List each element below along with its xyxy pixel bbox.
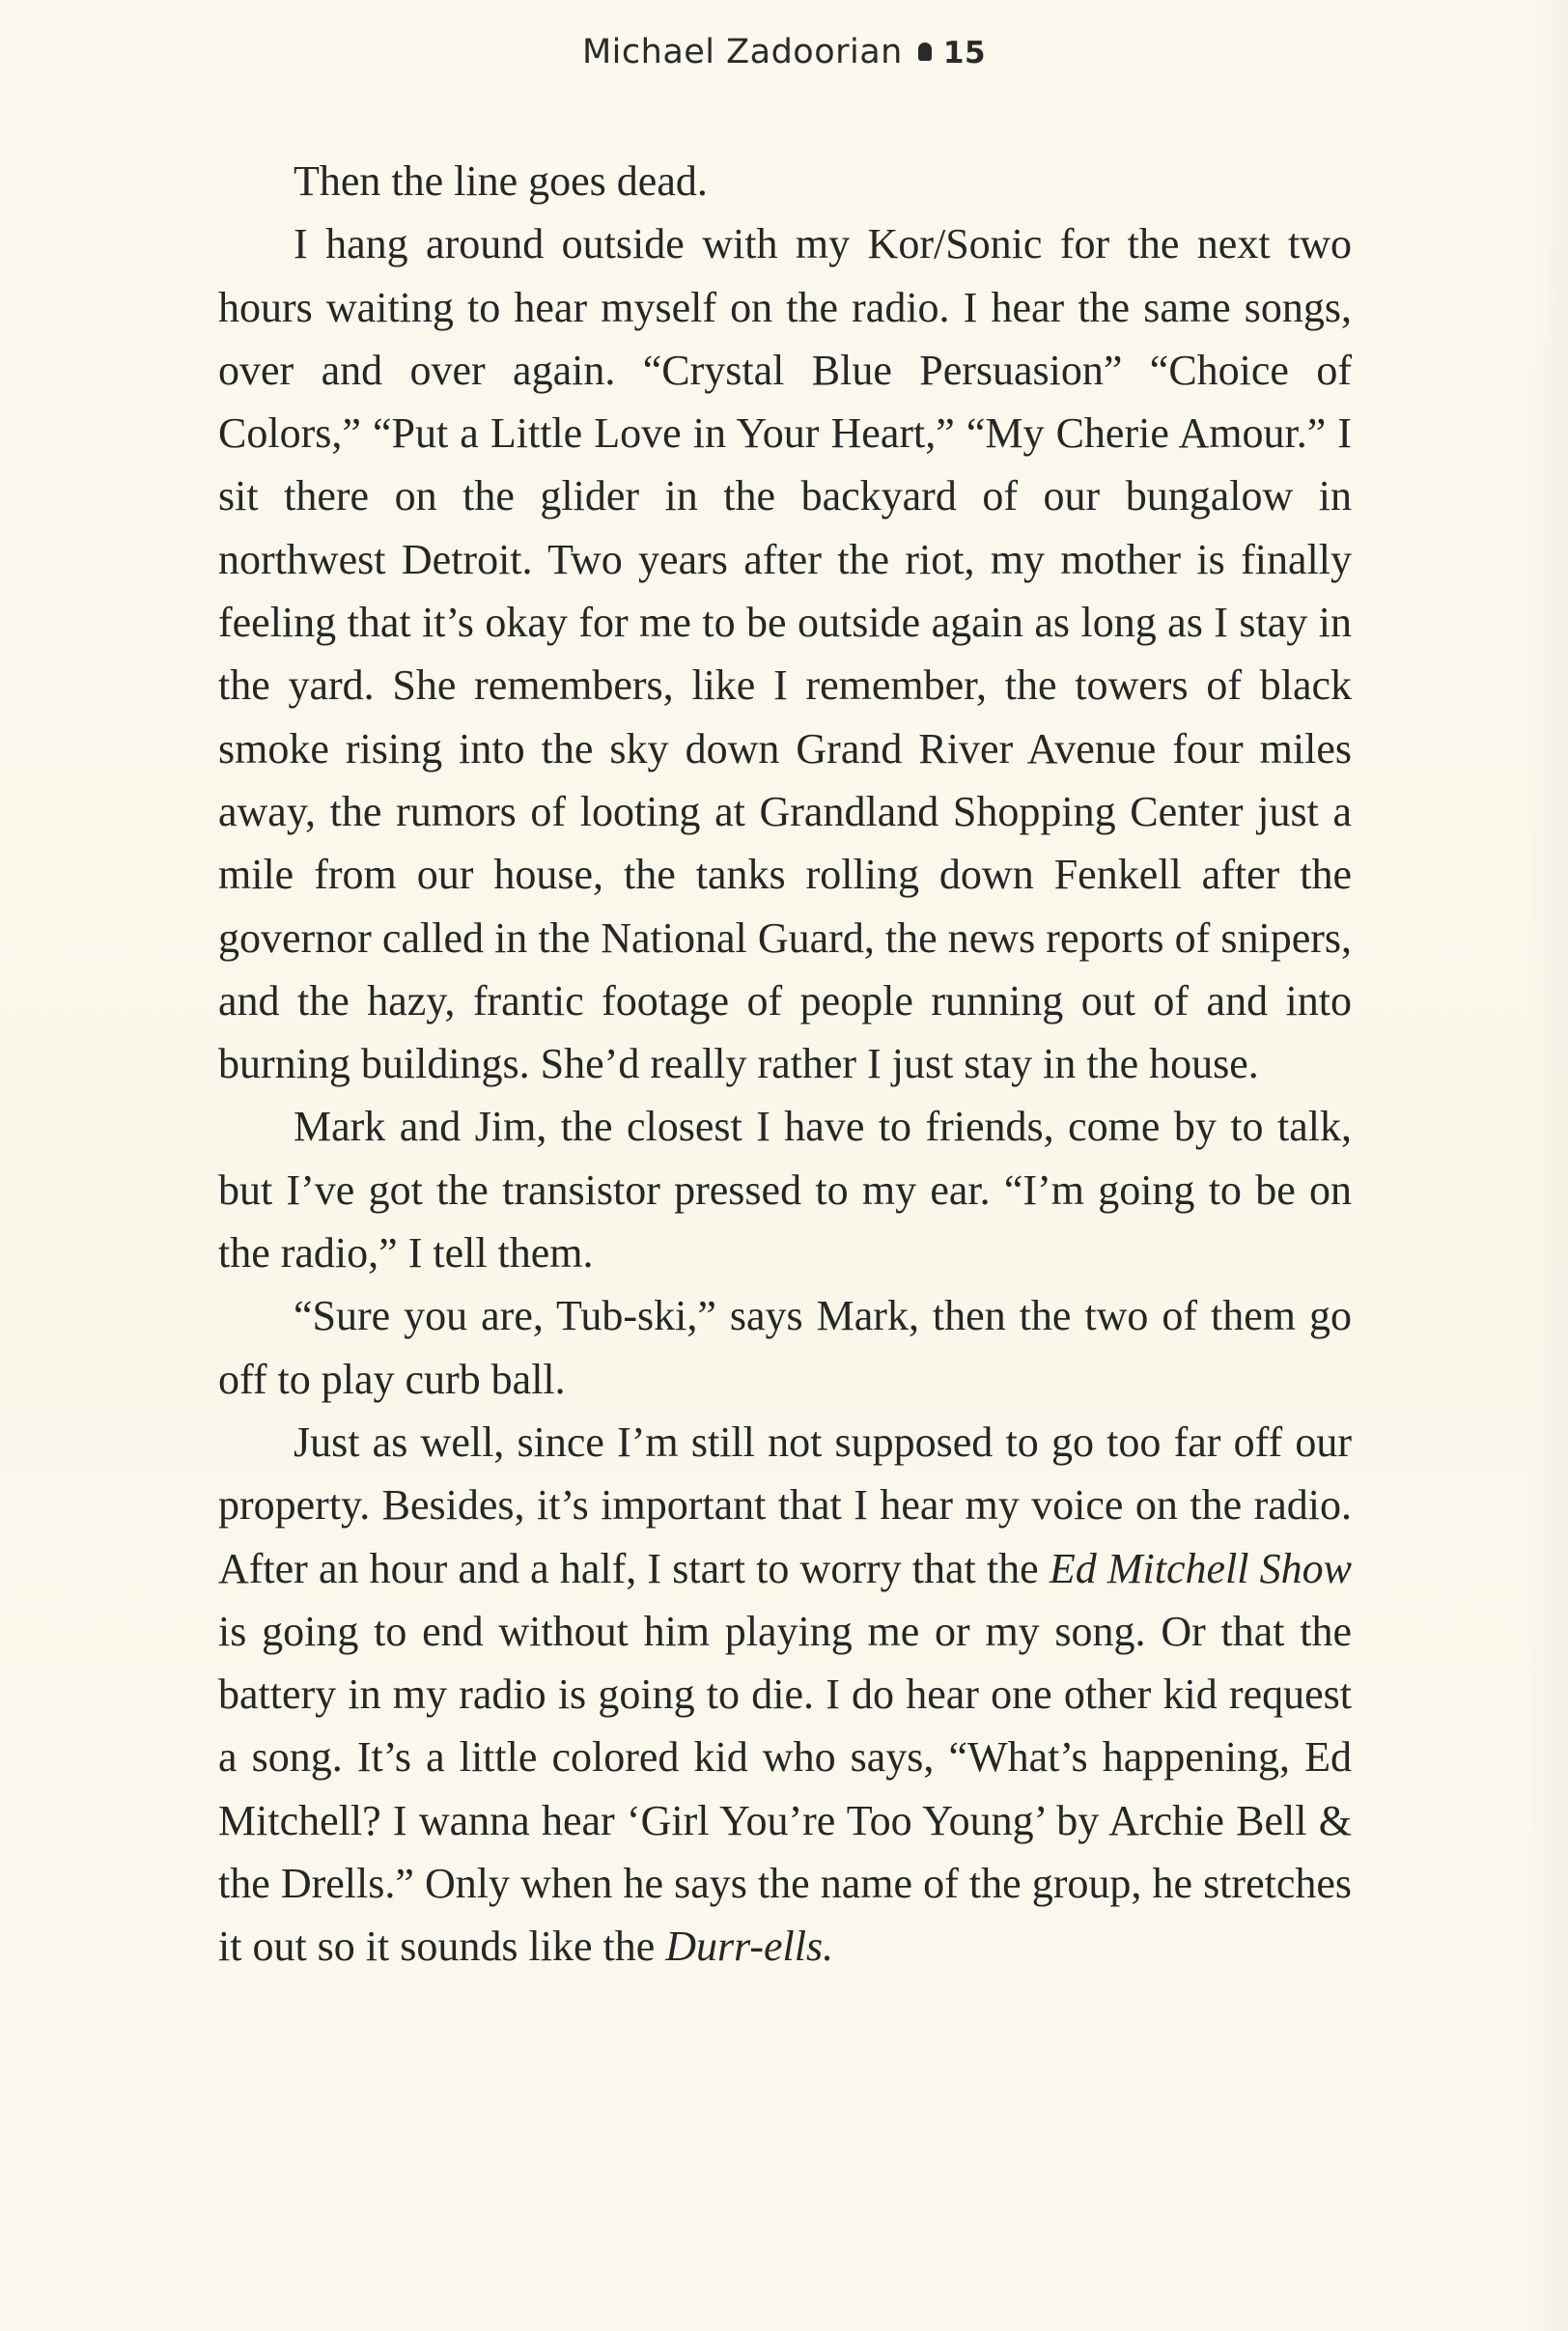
italic-show-title: Ed Mitchell Show (1049, 1544, 1352, 1592)
paragraph-2 (218, 212, 1352, 1095)
text-segment: Then the line goes dead. (294, 157, 708, 205)
paragraph-1 (218, 150, 1352, 212)
page-edge-shade (1529, 0, 1568, 2331)
body-text (218, 150, 1352, 1979)
page-number: 15 (942, 36, 987, 70)
author-name: Michael Zadoorian (581, 33, 903, 71)
text-segment: I hang around outside with my Kor/Sonic for the next two hours waiting to hear myself on the radio. I hear the same songs, over and over again. “Crystal Blue Persuasion” “Choice of Colors,” “Put a Little Love in Your Heart,” “My Cherie Amour.” I sit there on the glider in the backyard of our bungalow in northwest Detroit. Two years after the riot, my mother is finally feeling that it’s okay for me to be outside again as long as I stay in the yard. She remembers, like I remember, the towers of black smoke rising into the sky down Grand River Avenue four miles away, the rumors of looting at Grandland Shopping Center just a mile from our house, the tanks rolling down Fenkell after the governor called in the National Guard, the news reports of snipers, and the hazy, frantic footage of people running out of and into burning buildings. She’d really rather I just stay in the house. (218, 220, 1352, 1088)
paragraph-5 (218, 1411, 1352, 1979)
text-segment: Just as well, since I’m still not supposed to go too far off our property. Besides, it’s important that I hear my voice on the radio. After an hour and a half, I start to worry that the (218, 1418, 1352, 1592)
bullet-ornament-icon (918, 42, 932, 61)
paragraph-4 (218, 1284, 1352, 1411)
italic-durr-ells: Durr-ells. (665, 1923, 834, 1971)
running-head (0, 29, 1568, 76)
text-segment: Mark and Jim, the closest I have to friends, come by to talk, but I’ve got the transistor pressed to my ear. “I’m going to be on the radio,” I tell them. (218, 1103, 1352, 1278)
paragraph-3 (218, 1095, 1352, 1284)
text-segment: “Sure you are, Tub-ski,” says Mark, then the two of them go off to play curb ball. (218, 1292, 1352, 1403)
text-segment: is going to end without him playing me or my song. Or that the battery in my radio is going to die. I do hear one other kid request a song. It’s a little colored kid who says, “What’s happening, Ed Mitchell? I wanna hear ‘Girl You’re Too Young’ by Archie Bell & the Drells.” Only when he says the name of the group, he stretches it out so it sounds like the (218, 1607, 1352, 1971)
